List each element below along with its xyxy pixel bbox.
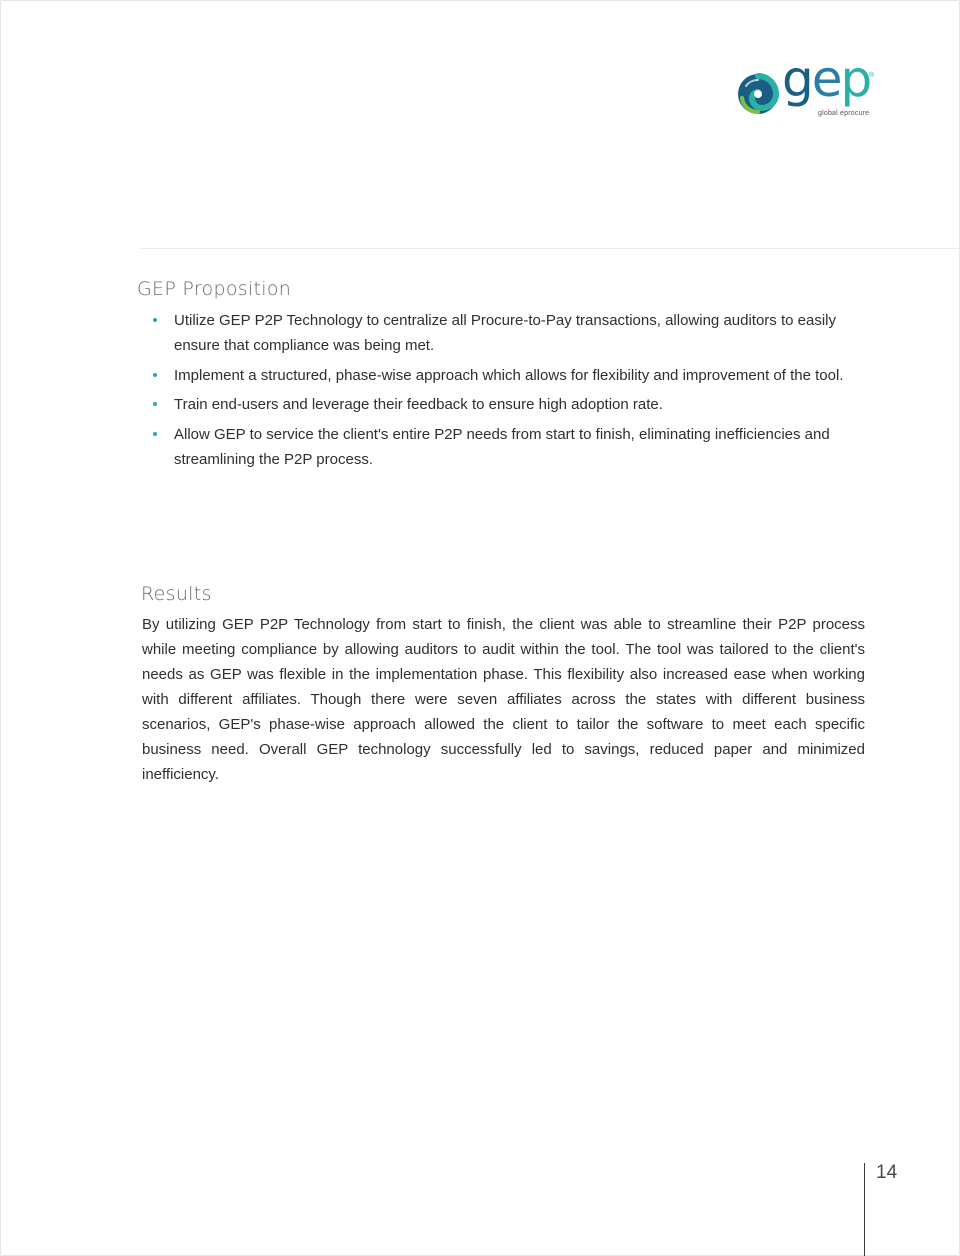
page-number-rule	[864, 1163, 865, 1256]
list-item	[150, 308, 866, 358]
swirl-icon	[736, 72, 780, 116]
list-item-text: Utilize GEP P2P Technology to centralize all Procure-to-Pay transactions, allowing auditors to easily ensure that compliance was being met.	[174, 312, 836, 354]
list-item-text: Implement a structured, phase-wise approach which allows for flexibility and improvement of the tool.	[174, 366, 844, 384]
proposition-title: GEP Proposition	[137, 278, 292, 300]
bullet-icon	[153, 318, 157, 322]
registered-mark: ®	[869, 72, 875, 79]
bullet-icon	[153, 402, 157, 406]
results-title: Results	[141, 583, 212, 605]
header-divider	[140, 248, 960, 249]
list-item	[150, 422, 866, 472]
gep-logo	[736, 50, 881, 124]
page-number: 14	[876, 1162, 898, 1183]
proposition-list	[150, 308, 866, 476]
list-item-text: Train end-users and leverage their feedback to ensure high adoption rate.	[174, 396, 663, 413]
results-paragraph: By utilizing GEP P2P Technology from start to finish, the client was able to streamline their P2P process while meeting compliance by allowing auditors to audit within the tool. The tool was tailored to the client's needs as GEP was flexible in the implementation phase. This flexibility also increased ease when working with different affiliates. Though there were seven affiliates across the states with different business scenarios, GEP's phase-wise approach allowed the client to tailor the software to meet each specific business need. Overall GEP technology successfully led to savings, reduced paper and minimized inefficiency.	[142, 616, 865, 783]
wordmark-p: p	[840, 50, 871, 108]
wordmark-e: e	[811, 50, 841, 108]
bullet-icon	[153, 373, 157, 377]
wordmark-g: g	[782, 50, 812, 108]
gep-wordmark	[782, 50, 871, 108]
logo-tagline: global eprocure	[818, 110, 870, 117]
list-item	[150, 392, 866, 417]
list-item-text: Allow GEP to service the client's entire P2P needs from start to finish, eliminating inefficiencies and streamlining the P2P process.	[174, 425, 830, 468]
list-item	[150, 363, 866, 388]
bullet-icon	[153, 432, 157, 436]
